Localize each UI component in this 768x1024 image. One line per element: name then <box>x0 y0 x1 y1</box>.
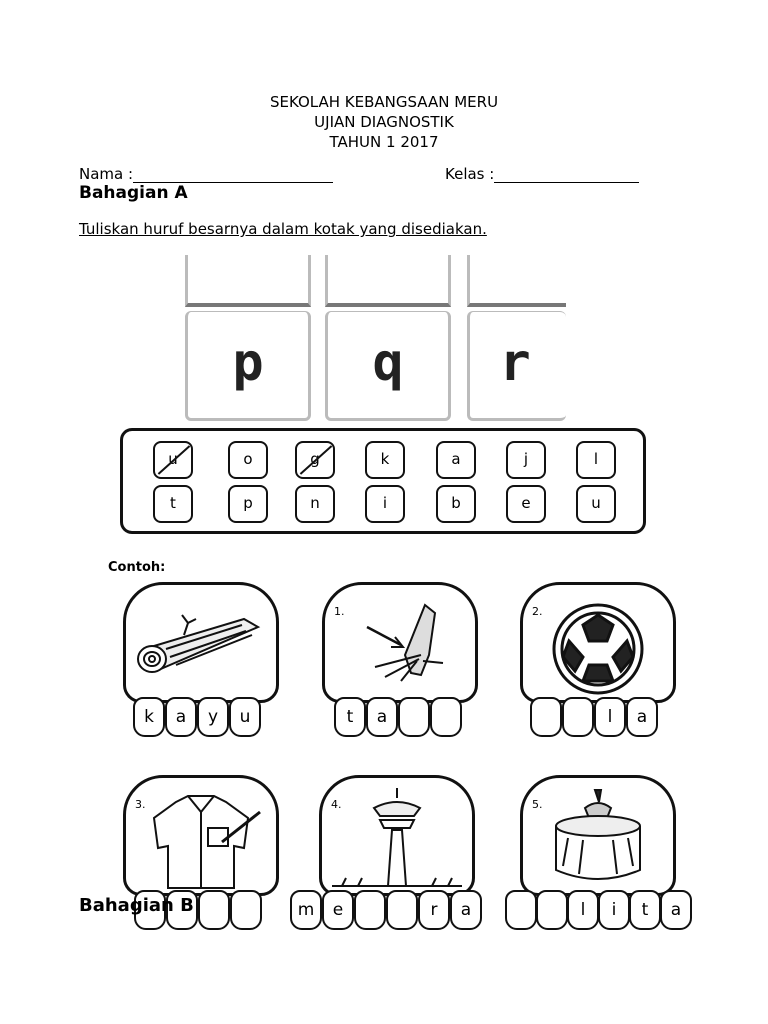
strip-column <box>185 255 315 420</box>
letter-tile[interactable] <box>436 485 476 523</box>
strip-column <box>325 255 455 420</box>
strip-letter: r <box>499 333 531 393</box>
letter-slot[interactable] <box>198 890 230 930</box>
letter-tile-label: u <box>591 494 601 512</box>
letter-slot[interactable]: l <box>594 697 626 737</box>
letter-tile[interactable] <box>576 441 616 479</box>
picture-card <box>123 775 279 896</box>
letter-slot[interactable]: u <box>229 697 261 737</box>
card-number: 5. <box>532 798 543 811</box>
letter-slot[interactable]: k <box>133 697 165 737</box>
letter-tile-label: t <box>170 494 176 512</box>
letter-slot[interactable] <box>386 890 418 930</box>
section-b-title: Bahagian B <box>79 895 194 916</box>
picture-card <box>520 582 676 703</box>
strip-letter: q <box>372 333 404 393</box>
letter-slot[interactable]: y <box>197 697 229 737</box>
exam-year: TAHUN 1 2017 <box>329 133 439 151</box>
letter-tile-label: k <box>380 450 390 468</box>
kelas-line[interactable] <box>494 166 639 183</box>
kelas-field[interactable] <box>445 165 639 183</box>
letter-slot[interactable]: i <box>598 890 630 930</box>
letter-slot[interactable]: l <box>567 890 599 930</box>
card-number: 1. <box>334 605 345 618</box>
letter-tile-label: l <box>593 450 599 468</box>
letter-tile[interactable] <box>153 441 193 479</box>
letter-tile[interactable] <box>365 441 405 479</box>
letter-tile[interactable] <box>228 485 268 523</box>
letter-tile[interactable] <box>153 485 193 523</box>
letter-strip <box>185 255 565 420</box>
picture-card <box>520 775 676 896</box>
letter-slot[interactable]: e <box>322 890 354 930</box>
picture-card <box>322 582 478 703</box>
card-number: 2. <box>532 605 543 618</box>
letter-tile-label: a <box>451 450 461 468</box>
letter-tile-label: u <box>168 450 178 468</box>
letter-tile[interactable] <box>576 485 616 523</box>
strip-top-box[interactable] <box>467 255 566 307</box>
picture-card <box>123 582 279 703</box>
letter-slot[interactable] <box>398 697 430 737</box>
letter-slot[interactable]: t <box>334 697 366 737</box>
letter-slot[interactable] <box>505 890 537 930</box>
letter-slot[interactable] <box>230 890 262 930</box>
strip-top-box[interactable] <box>185 255 311 307</box>
letter-slot[interactable]: a <box>366 697 398 737</box>
letter-tile[interactable] <box>506 485 546 523</box>
instruction-text: Tuliskan huruf besarnya dalam kotak yang disediakan. <box>79 220 487 238</box>
kelas-label: Kelas : <box>445 165 495 183</box>
letter-slot[interactable]: t <box>629 890 661 930</box>
letter-slot[interactable] <box>354 890 386 930</box>
letter-tile[interactable] <box>506 441 546 479</box>
letter-tile[interactable] <box>228 441 268 479</box>
letter-tile-label: j <box>523 450 529 468</box>
strip-letter: p <box>232 333 264 393</box>
letter-slot[interactable]: a <box>660 890 692 930</box>
section-a-title: Bahagian A <box>79 183 188 203</box>
nama-label: Nama : <box>79 165 134 183</box>
letter-tile-label: p <box>243 494 253 512</box>
letter-slot[interactable] <box>430 697 462 737</box>
letter-tile-label: b <box>451 494 461 512</box>
card-number: 3. <box>135 798 146 811</box>
letter-tile[interactable] <box>436 441 476 479</box>
letter-slot[interactable]: m <box>290 890 322 930</box>
letter-slot[interactable] <box>536 890 568 930</box>
nama-field[interactable] <box>79 165 333 183</box>
letter-tile-label: o <box>243 450 253 468</box>
letter-tile[interactable] <box>295 441 335 479</box>
nama-line[interactable] <box>133 166 333 183</box>
strip-top-box[interactable] <box>325 255 451 307</box>
letter-slot[interactable]: a <box>165 697 197 737</box>
document-header <box>0 92 768 152</box>
exam-title: UJIAN DIAGNOSTIK <box>314 113 454 131</box>
letter-slot[interactable] <box>530 697 562 737</box>
letter-slot[interactable]: r <box>418 890 450 930</box>
letter-slot[interactable]: a <box>626 697 658 737</box>
example-label: Contoh: <box>108 560 166 575</box>
strip-column <box>467 255 597 420</box>
letter-bank <box>120 428 646 534</box>
card-number: 4. <box>331 798 342 811</box>
picture-card <box>319 775 475 896</box>
letter-slot[interactable]: a <box>450 890 482 930</box>
letter-tile-label: g <box>310 450 320 468</box>
school-name: SEKOLAH KEBANGSAAN MERU <box>269 93 499 111</box>
letter-tile[interactable] <box>295 485 335 523</box>
letter-tile-label: e <box>521 494 531 512</box>
letter-tile-label: n <box>310 494 320 512</box>
letter-slot[interactable] <box>562 697 594 737</box>
letter-tile-label: i <box>382 494 388 512</box>
letter-tile[interactable] <box>365 485 405 523</box>
